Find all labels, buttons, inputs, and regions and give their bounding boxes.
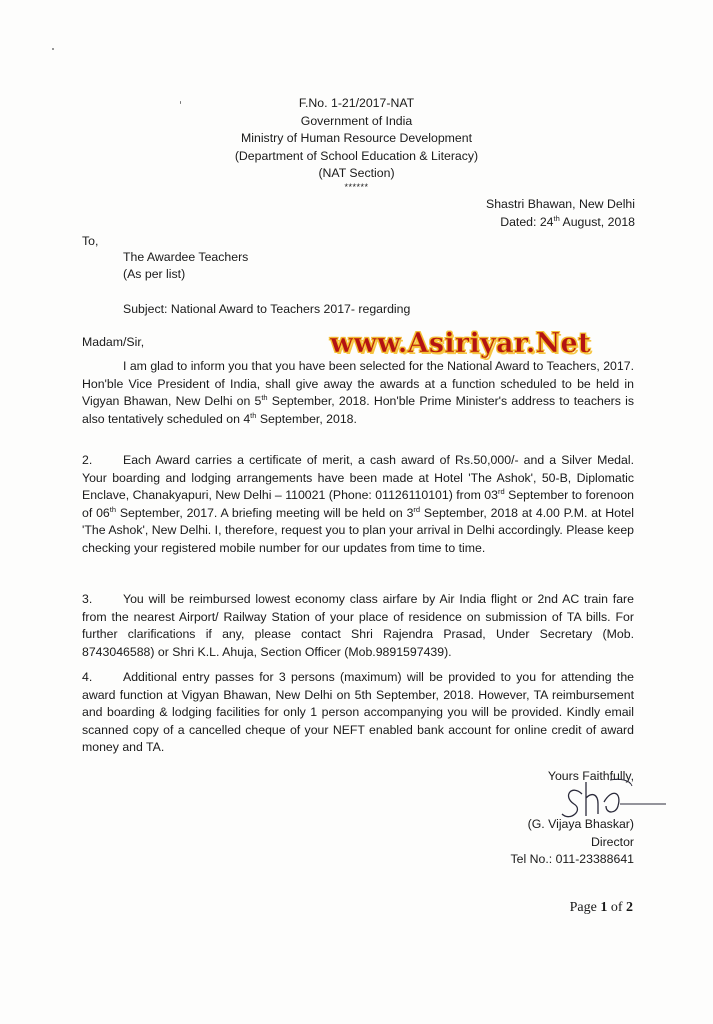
closing-line: Yours Faithfully, [547,769,634,783]
paragraph-3: 3. You will be reimbursed lowest economy class airfare by Air India flight or 2nd AC train fare from the nearest Airport/ Railway Station of your place of residence on submission of TA bills. For further clarifications if any, please contact Shri Rajendra Prasad, Under Secretary (Mob. 8743046588) or Shri K.L. Ahuja, Section Officer (Mob.9891597439). [82,592,634,659]
signature-block [510,816,634,869]
to-label: To, [82,234,99,248]
paragraph-4: 4. Additional entry passes for 3 persons (maximum) will be provided to you for attending the award function at Vigyan Bhawan, New Delhi on 5th September, 2018. However, TA reimbursement and boarding & lodging facilities for only 1 person accompanying you will be provided. Kindly email scanned copy of a cancelled cheque of your NEFT enabled bank account for online credit of award money and TA. [82,670,634,755]
letter-header [150,95,563,192]
file-number: F.No. 1-21/2017-NAT [298,96,415,110]
subject-line: Subject: National Award to Teachers 2017- regarding [123,302,411,316]
addressee-note: (As per list) [123,267,186,281]
addressee-block [123,249,248,283]
ministry-line: Ministry of Human Resource Development [241,131,472,145]
paragraph-number: 4. [82,670,93,684]
government-line: Government of India [300,113,413,128]
header-stars: ****** [344,181,369,192]
signatory-name: (G. Vijaya Bhaskar) [527,817,634,831]
addressee-line: The Awardee Teachers [123,250,249,264]
place-line: Shastri Bhawan, New Delhi [486,197,635,211]
signatory-designation: Director [590,834,634,849]
paragraph-number: 3. [82,592,93,606]
date-line: Dated: 24th August, 2018 [500,213,635,229]
department-line: (Department of School Education & Literacy) [234,148,479,163]
paragraph-2: 2. Each Award carries a certificate of merit, a cash award of Rs.50,000/- and a Silver Medal. Your boarding and lodging arrangements have been made at Hotel 'The Ashok', 50-B, Diplomatic Enclave, Chanakyapuri, New Delhi – 110021 (Phone: 01126110101) from 03rd September to forenoon of 06th September, 2017. A briefing meeting will be held on 3rd September, 2018 at 4.00 P.M. at Hotel 'The Ashok', New Delhi. I, therefore, request you to plan your arrival in Delhi accordingly. Please keep checking your registered mobile number for our updates from time to time. [82,453,634,555]
page-number: Page 1 of 2 [569,900,633,915]
salutation: Madam/Sir, [82,335,145,349]
scan-speck [52,48,54,50]
section-line: (NAT Section) [318,166,395,180]
paragraph-1: I am glad to inform you that you have been selected for the National Award to Teachers, 2017. Hon'ble Vice President of India, shall give away the awards at a function scheduled to be held in Vigyan Bhawan, New Delhi on 5th September, 2018. Hon'ble Prime Minister's address to teachers is also tentatively scheduled on 4th September, 2018. [82,359,634,426]
paragraph-number: 2. [82,453,93,467]
website-watermark: www.Asiriyar.Net [330,328,591,359]
signatory-phone: Tel No.: 011-23388641 [510,852,634,866]
place-and-date [486,195,635,231]
